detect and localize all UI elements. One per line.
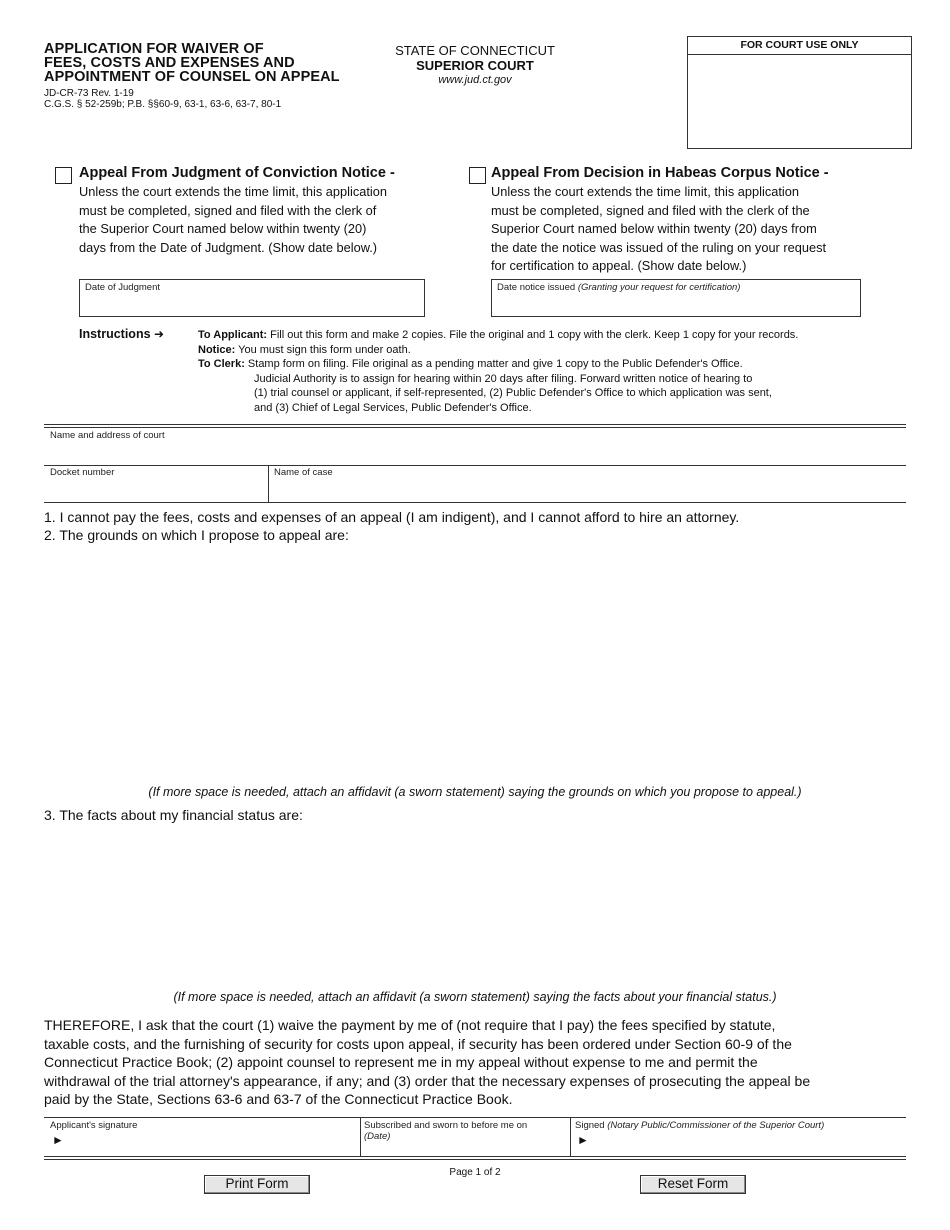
- instructions-text: [198, 328, 898, 416]
- sworn-date-label: Subscribed and sworn to before me on: [364, 1120, 528, 1131]
- instruction-notice: [198, 343, 898, 358]
- statement-1: 1. I cannot pay the fees, costs and expenses of an appeal (I am indigent), and I cannot afford to hire an attorney.: [44, 509, 740, 525]
- court-use-box: [687, 36, 912, 149]
- statement-3: 3. The facts about my financial status are:: [44, 807, 303, 823]
- notary-signature-label: [571, 1118, 906, 1133]
- habeas-line: the date the notice was issued of the ruling on your request: [491, 239, 827, 255]
- therefore-line: THEREFORE, I ask that the court (1) waive the payment by me of (not require that I pay) the fees specified by statute,: [44, 1017, 776, 1033]
- date-notice-issued-label: [492, 280, 860, 295]
- habeas-checkbox[interactable]: [469, 167, 486, 184]
- divider: [44, 502, 906, 503]
- case-name-label: Name of case: [274, 467, 333, 478]
- page-number: Page 1 of 2: [449, 1167, 501, 1178]
- conviction-line: days from the Date of Judgment. (Show date below.): [79, 239, 378, 255]
- financial-note: (If more space is needed, attach an affidavit (a sworn statement) saying the facts about your financial status.): [173, 990, 777, 1004]
- therefore-line: taxable costs, and the furnishing of security for costs upon appeal, if security has been ordered under Section 60-9 of the: [44, 1035, 792, 1052]
- instruction-applicant-label: To Applicant:: [198, 329, 268, 341]
- conviction-line: the Superior Court named below within twenty (20): [79, 221, 367, 237]
- habeas-line: must be completed, signed and filed with the clerk of the: [491, 202, 810, 218]
- court-name: SUPERIOR COURT: [416, 58, 534, 73]
- date-notice-issued-field[interactable]: [491, 279, 861, 317]
- date-notice-issued-label-text: Date notice issued: [497, 282, 576, 293]
- website: www.jud.ct.gov: [438, 74, 512, 86]
- grounds-textarea[interactable]: [44, 546, 906, 776]
- conviction-text: [79, 183, 439, 257]
- instructions-label: [79, 327, 164, 341]
- sworn-date-field[interactable]: [361, 1118, 570, 1156]
- instruction-clerk: [198, 357, 898, 372]
- date-notice-issued-label-note: (Granting your request for certification): [577, 282, 741, 293]
- form-title-line1: APPLICATION FOR WAIVER OF: [44, 41, 264, 57]
- conviction-title: Appeal From Judgment of Conviction Notice -: [79, 165, 395, 181]
- instruction-applicant: [198, 328, 898, 343]
- statement-2: 2. The grounds on which I propose to appeal are:: [44, 527, 349, 543]
- notary-signature-label-text: Signed: [575, 1120, 605, 1131]
- instruction-notice-label: Notice:: [198, 343, 236, 356]
- instruction-applicant-text: Fill out this form and make 2 copies. File the original and 1 copy with the clerk. Keep 1 copy for your records.: [270, 329, 799, 341]
- docket-number-field[interactable]: [44, 466, 269, 502]
- instruction-clerk-label: To Clerk:: [198, 358, 245, 371]
- divider: [44, 1156, 906, 1157]
- conviction-line: must be completed, signed and filed with the clerk of: [79, 202, 377, 218]
- notary-signature-field[interactable]: [571, 1118, 906, 1156]
- arrow-right-icon: ►: [52, 1133, 64, 1147]
- reset-form-button[interactable]: Reset Form: [640, 1175, 746, 1194]
- divider: [44, 427, 906, 428]
- therefore-line: withdrawal of the trial attorney's appearance, if any; and (3) order that the necessary expenses of prosecuting the appeal be: [44, 1072, 811, 1089]
- habeas-title: Appeal From Decision in Habeas Corpus Notice -: [491, 165, 829, 181]
- habeas-line: for certification to appeal. (Show date below.): [491, 258, 747, 274]
- therefore-paragraph: [44, 1016, 924, 1109]
- print-form-button[interactable]: Print Form: [204, 1175, 310, 1194]
- conviction-line: Unless the court extends the time limit, this application: [79, 184, 387, 199]
- form-title-line3: APPOINTMENT OF COUNSEL ON APPEAL: [44, 69, 340, 85]
- date-of-judgment-field[interactable]: [79, 279, 425, 317]
- state-name: STATE OF CONNECTICUT: [395, 43, 555, 58]
- statutes: C.G.S. § 52-259b; P.B. §§60-9, 63-1, 63-6, 63-7, 80-1: [44, 99, 282, 110]
- therefore-line: Connecticut Practice Book; (2) appoint counsel to represent me in my appeal without expense to me and permit the: [44, 1054, 758, 1070]
- form-title: [44, 42, 340, 84]
- applicant-signature-label: Applicant's signature: [50, 1120, 138, 1131]
- sworn-date-sublabel: (Date): [364, 1131, 391, 1142]
- docket-number-label: Docket number: [50, 467, 115, 478]
- instruction-clerk-line3: (1) trial counsel or applicant, if self-represented, (2) Public Defender's Office to which application was sent,: [254, 387, 772, 400]
- court-address-field[interactable]: [44, 429, 906, 465]
- notary-signature-label-note: (Notary Public/Commissioner of the Superior Court): [607, 1120, 825, 1131]
- divider: [44, 1159, 906, 1160]
- date-of-judgment-label: Date of Judgment: [85, 282, 160, 293]
- court-use-label: FOR COURT USE ONLY: [688, 37, 911, 55]
- court-address-label: Name and address of court: [50, 430, 165, 441]
- arrow-right-icon: ►: [577, 1133, 589, 1147]
- instruction-clerk-text: Stamp form on filing. File original as a pending matter and give 1 copy to the Public Defender's Office.: [247, 358, 743, 371]
- habeas-text: [491, 183, 891, 276]
- instruction-clerk-line4: and (3) Chief of Legal Services, Public Defender's Office.: [254, 401, 532, 414]
- arrow-right-icon: ➜: [154, 327, 165, 341]
- applicant-signature-field[interactable]: [44, 1118, 360, 1156]
- habeas-line: Unless the court extends the time limit, this application: [491, 184, 799, 199]
- grounds-note: (If more space is needed, attach an affidavit (a sworn statement) saying the grounds on which you propose to appeal.): [148, 785, 802, 799]
- financial-status-textarea[interactable]: [44, 826, 906, 986]
- therefore-line: paid by the State, Sections 63-6 and 63-7 of the Connecticut Practice Book.: [44, 1091, 513, 1107]
- habeas-line: Superior Court named below within twenty (20) days from: [491, 221, 817, 237]
- case-name-field[interactable]: [269, 466, 906, 502]
- form-title-line2: FEES, COSTS AND EXPENSES AND: [44, 55, 295, 71]
- conviction-checkbox[interactable]: [55, 167, 72, 184]
- divider: [44, 424, 906, 425]
- instruction-clerk-line2: Judicial Authority is to assign for hearing within 20 days after filing. Forward written notice of hearing to: [254, 372, 753, 385]
- instruction-notice-text: You must sign this form under oath.: [238, 343, 411, 356]
- form-number: JD-CR-73 Rev. 1-19: [44, 88, 134, 99]
- instructions-label-text: Instructions: [79, 327, 151, 341]
